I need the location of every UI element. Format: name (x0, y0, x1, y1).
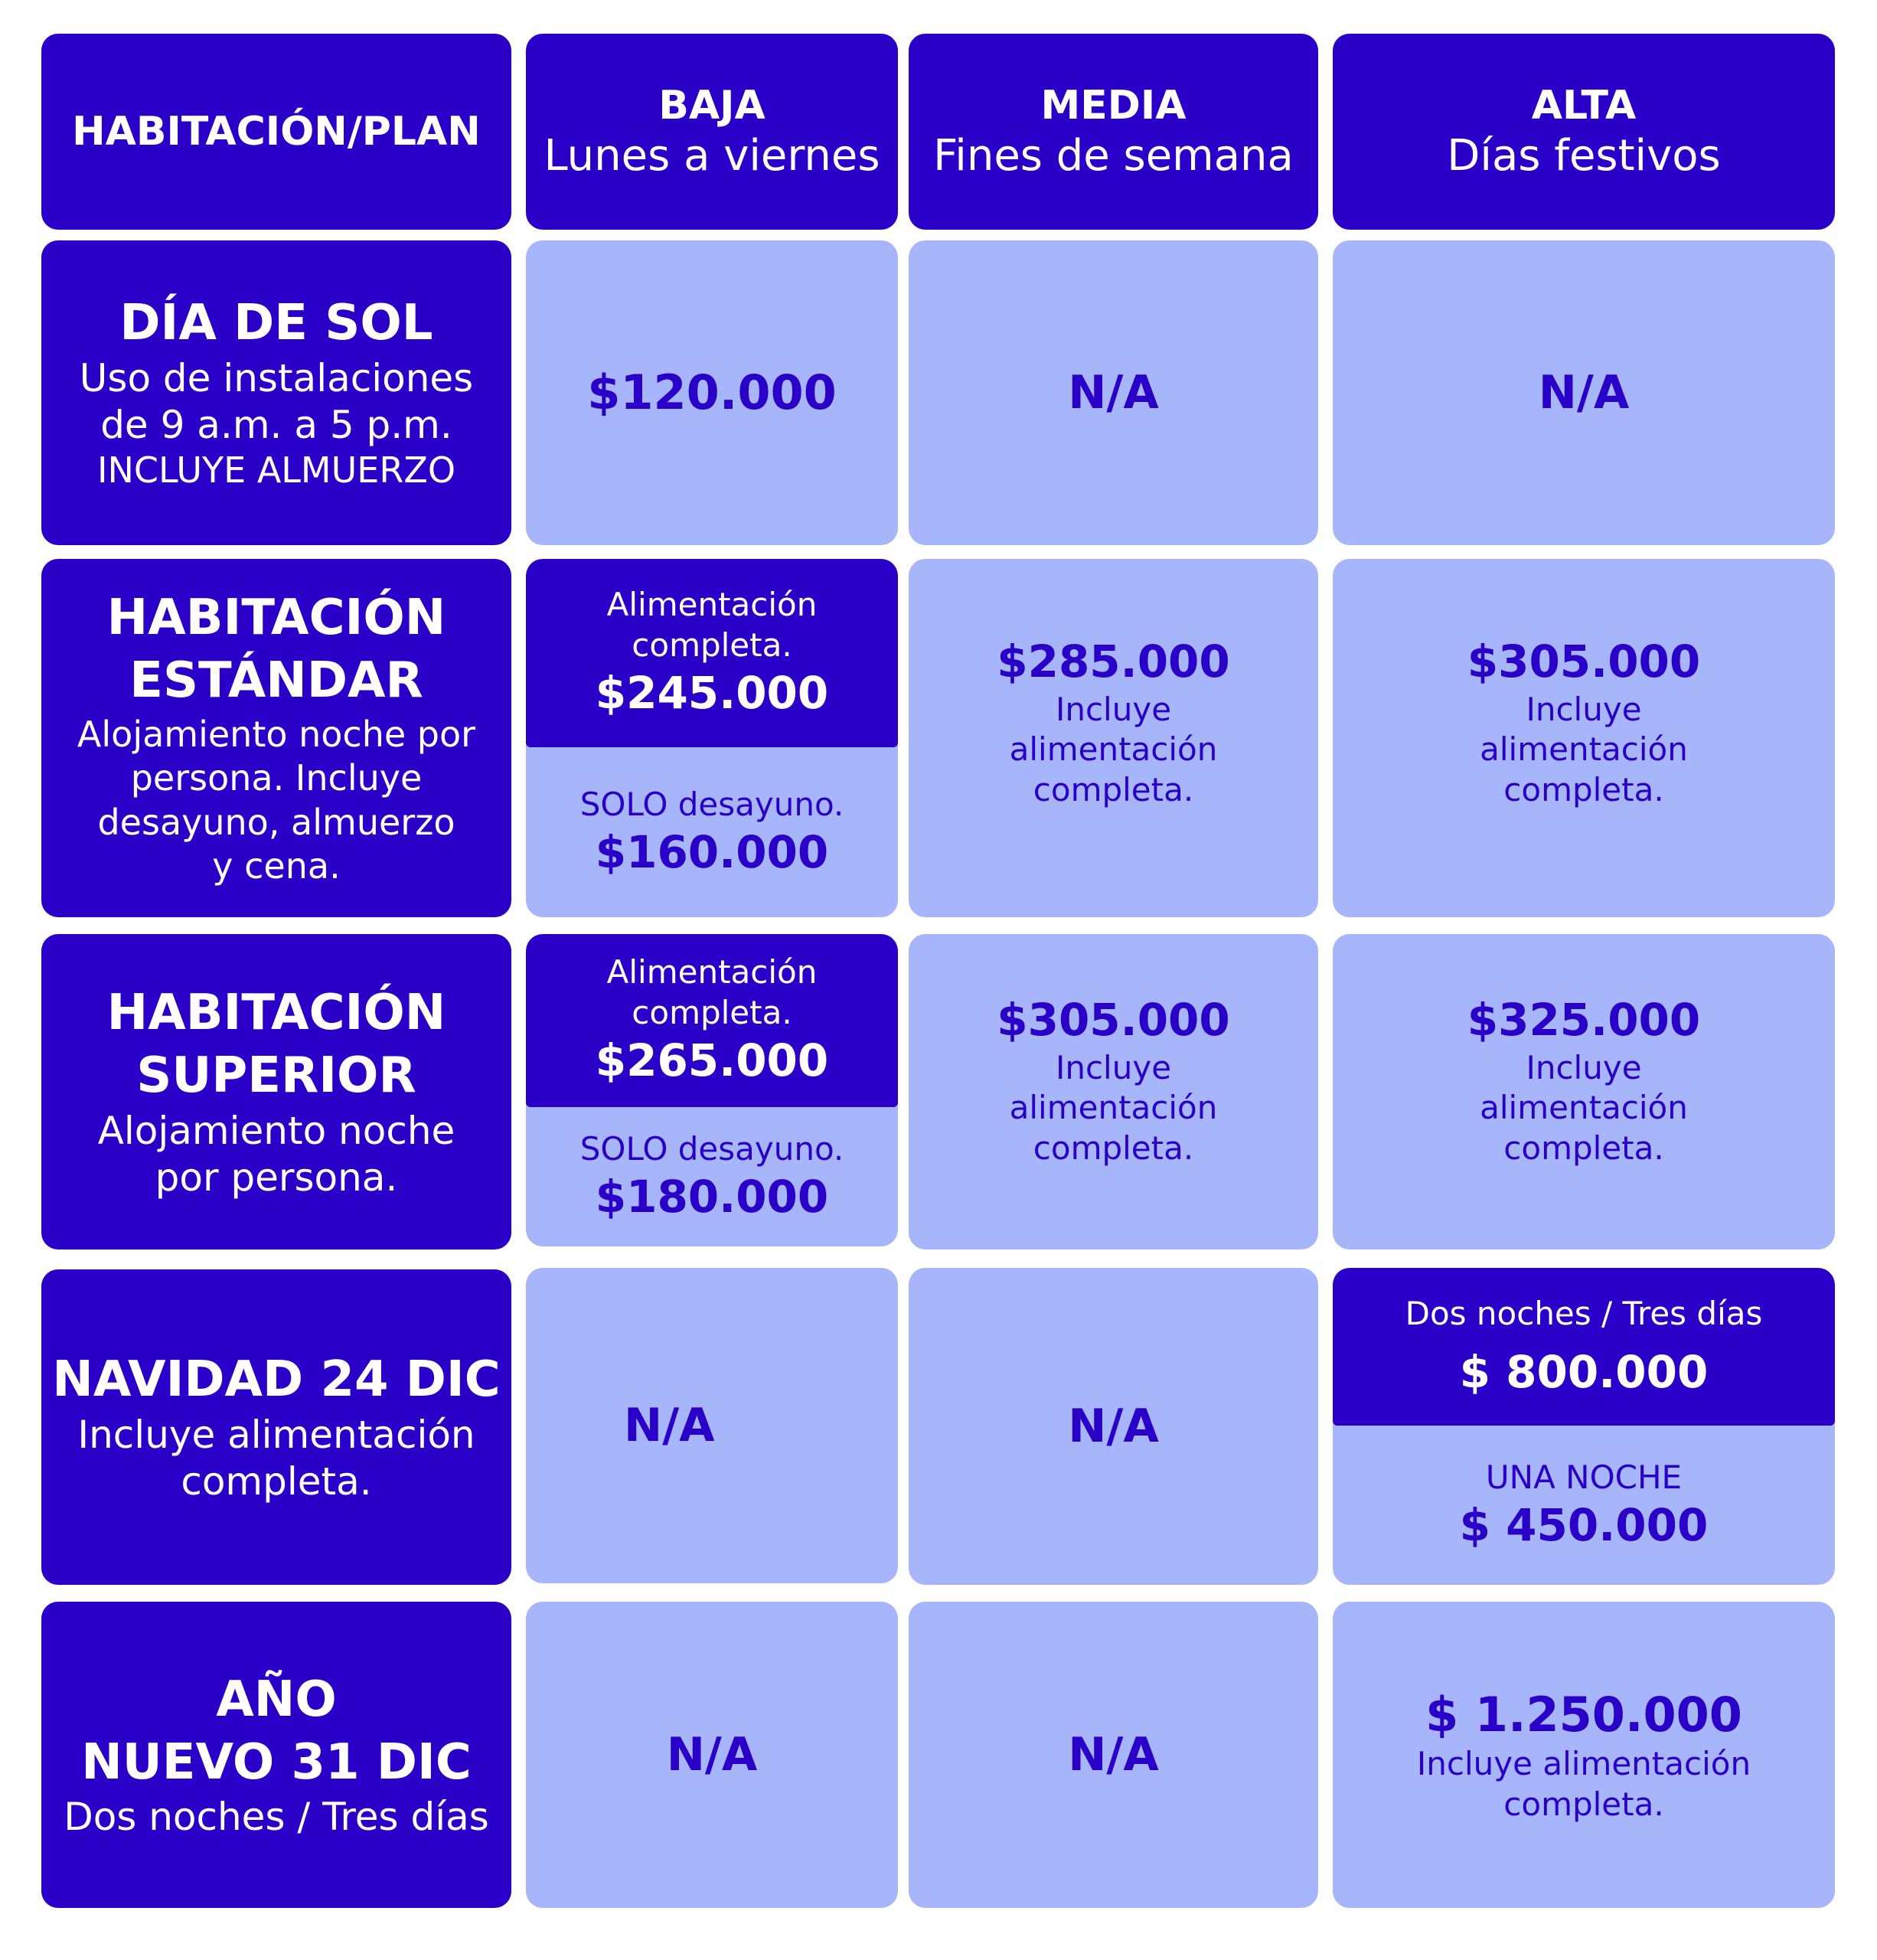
header-media-cell (909, 34, 1318, 230)
header-baja-title: BAJA (658, 83, 765, 129)
price: $120.000 (587, 364, 837, 421)
row-ano-nuevo-label (41, 1602, 511, 1908)
row-title: DÍA DE SOL (119, 295, 433, 352)
header-alta-title: ALTA (1531, 83, 1637, 129)
option-price: $245.000 (595, 667, 829, 720)
header-baja-subtitle: Lunes a viernes (544, 130, 880, 181)
cell-estandar-baja (526, 559, 898, 917)
price-note: Incluye (1526, 690, 1642, 728)
price-note: Incluye (1055, 690, 1172, 728)
row-title: HABITACIÓN (106, 985, 446, 1042)
header-media-title: MEDIA (1040, 83, 1187, 129)
header-alta-subtitle: Días festivos (1447, 130, 1721, 181)
full-board-option (526, 934, 898, 1107)
header-baja-cell (526, 34, 898, 230)
option-label: SOLO desayuno. (579, 1129, 844, 1168)
price-note: Incluye alimentación (1416, 1745, 1751, 1783)
cell-dia-de-sol-alta (1333, 240, 1835, 545)
option-label: Alimentación (606, 953, 818, 991)
option-label: SOLO desayuno. (579, 785, 844, 823)
option-price: $ 450.000 (1459, 1499, 1709, 1551)
row-navidad-label (41, 1269, 511, 1585)
row-description: por persona. (155, 1155, 398, 1200)
cell-navidad-baja (526, 1268, 898, 1583)
price-note: Incluye (1055, 1048, 1172, 1086)
row-title: HABITACIÓN (106, 590, 446, 647)
cell-navidad-media (909, 1268, 1318, 1585)
cell-ano-nuevo-media (909, 1602, 1318, 1908)
row-superior-label (41, 934, 511, 1250)
not-available: N/A (1538, 366, 1630, 420)
row-title: NUEVO 31 DIC (81, 1733, 472, 1791)
row-description: completa. (181, 1459, 372, 1504)
price-note: Incluye (1526, 1048, 1642, 1086)
breakfast-only-option (526, 1107, 898, 1246)
not-available: N/A (1068, 1728, 1159, 1782)
row-description: desayuno, almuerzo (97, 801, 455, 843)
cell-navidad-alta (1333, 1268, 1835, 1585)
cell-estandar-media (909, 559, 1318, 917)
option-label: completa. (632, 626, 792, 664)
cell-dia-de-sol-baja (526, 240, 898, 545)
not-available: N/A (666, 1728, 758, 1782)
cell-superior-baja (526, 934, 898, 1246)
option-price: $265.000 (595, 1034, 829, 1087)
option-label: UNA NOCHE (1485, 1458, 1683, 1496)
row-description: Uso de instalaciones (79, 356, 474, 401)
option-label: Alimentación (606, 586, 818, 624)
row-title: SUPERIOR (136, 1047, 416, 1104)
option-price: $ 800.000 (1459, 1346, 1709, 1398)
not-available: N/A (1068, 366, 1159, 420)
option-price: $180.000 (595, 1171, 829, 1223)
row-description: Dos noches / Tres días (64, 1795, 489, 1840)
price-note: completa. (1033, 770, 1194, 808)
header-plan-cell (41, 34, 511, 230)
header-plan-label: HABITACIÓN/PLAN (72, 108, 481, 155)
full-board-option (526, 559, 898, 747)
cell-dia-de-sol-media (909, 240, 1318, 545)
row-title: NAVIDAD 24 DIC (52, 1351, 501, 1409)
price: $ 1.250.000 (1425, 1686, 1742, 1743)
two-nights-option (1333, 1268, 1835, 1426)
option-label: Dos noches / Tres días (1405, 1294, 1763, 1332)
not-available: N/A (624, 1399, 715, 1452)
cell-ano-nuevo-baja (526, 1602, 898, 1908)
price-note: alimentación (1009, 730, 1218, 768)
row-description: de 9 a.m. a 5 p.m. (100, 403, 452, 448)
cell-ano-nuevo-alta (1333, 1602, 1835, 1908)
option-price: $160.000 (595, 826, 829, 878)
row-description: persona. Incluye (130, 757, 423, 799)
row-description: Incluye alimentación (77, 1412, 475, 1457)
price: $305.000 (997, 994, 1230, 1046)
row-description: INCLUYE ALMUERZO (96, 449, 456, 492)
price-note: alimentación (1480, 730, 1688, 768)
price-note: completa. (1503, 1785, 1664, 1823)
price: $285.000 (997, 635, 1230, 688)
row-description: Alojamiento noche por (77, 713, 476, 755)
not-available: N/A (1068, 1400, 1159, 1453)
row-title: ESTÁNDAR (129, 652, 423, 709)
one-night-option (1333, 1426, 1835, 1585)
price-note: completa. (1503, 770, 1664, 808)
price-note: completa. (1033, 1129, 1194, 1167)
cell-estandar-alta (1333, 559, 1835, 917)
row-description: Alojamiento noche (97, 1108, 455, 1153)
price: $325.000 (1467, 994, 1701, 1046)
breakfast-only-option (526, 747, 898, 917)
header-alta-cell (1333, 34, 1835, 230)
row-dia-de-sol-label (41, 240, 511, 545)
row-description: y cena. (212, 845, 341, 887)
price-note: alimentación (1009, 1089, 1218, 1126)
header-media-subtitle: Fines de semana (933, 130, 1294, 181)
option-label: completa. (632, 993, 792, 1031)
row-title: AÑO (216, 1671, 337, 1728)
cell-superior-alta (1333, 934, 1835, 1250)
cell-superior-media (909, 934, 1318, 1250)
price-note: completa. (1503, 1129, 1664, 1167)
price-note: alimentación (1480, 1089, 1688, 1126)
row-estandar-label (41, 559, 511, 917)
price: $305.000 (1467, 635, 1701, 688)
